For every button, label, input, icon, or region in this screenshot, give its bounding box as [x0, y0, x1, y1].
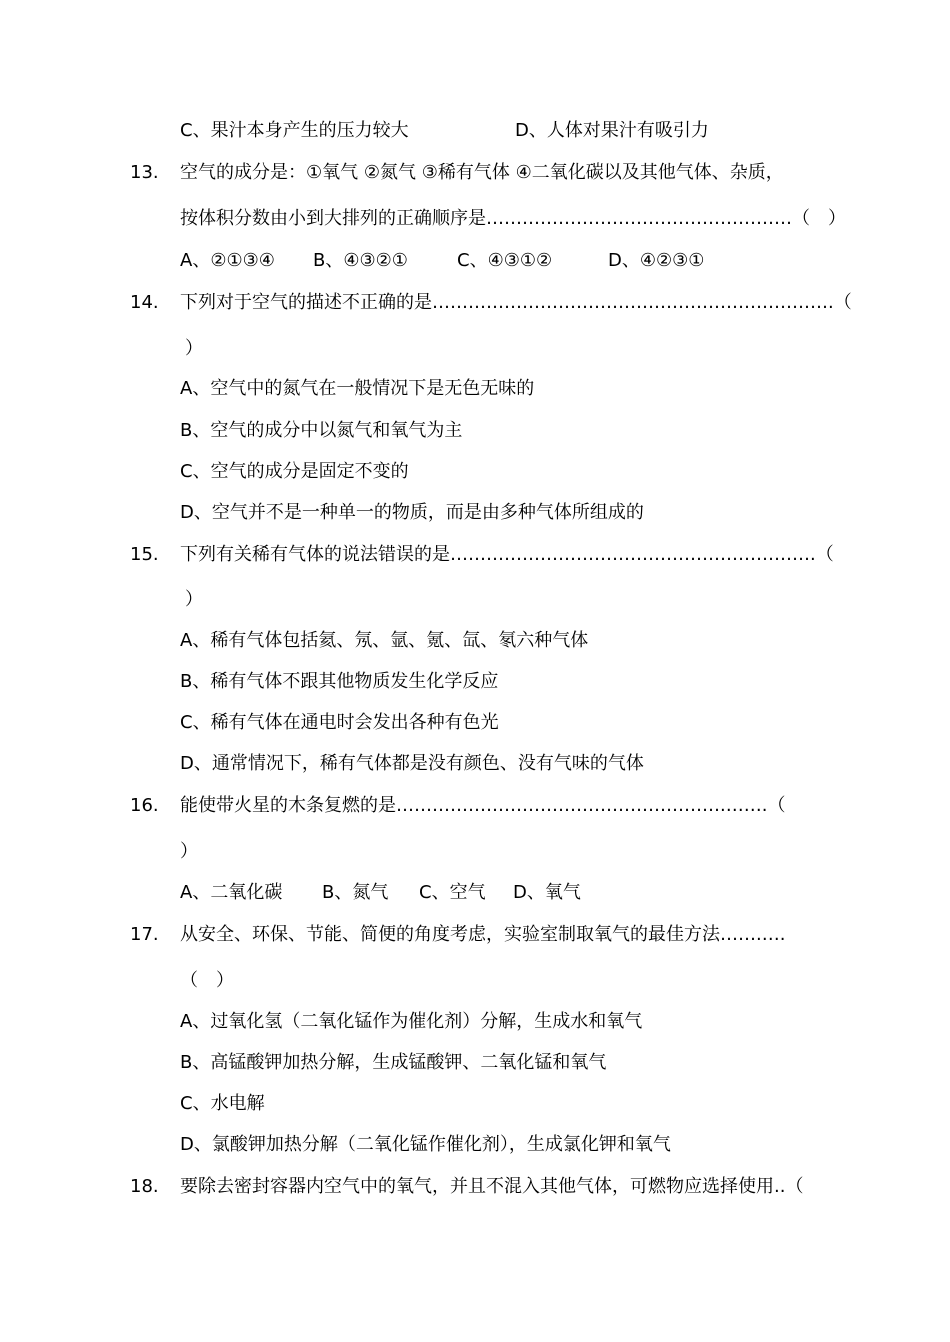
q13-option-d: D、④②③①: [608, 250, 705, 271]
q16-stem-line2: ）: [180, 841, 198, 862]
q15-option-b: B、稀有气体不跟其他物质发生化学反应: [180, 671, 499, 692]
q14-option-a: A、空气中的氮气在一般情况下是无色无味的: [180, 378, 535, 399]
q14-option-c: C、空气的成分是固定不变的: [180, 461, 409, 482]
q12-option-c: C、果汁本身产生的压力较大: [180, 120, 409, 141]
q16-number: 16.: [130, 795, 159, 816]
q13-stem-line1: 空气的成分是：①氧气 ②氮气 ③稀有气体 ④二氧化碳以及其他气体、杂质，: [180, 162, 784, 183]
q15-option-a: A、稀有气体包括氦、氖、氩、氪、氙、氡六种气体: [180, 630, 589, 651]
q13-stem-line2: 按体积分数由小到大排列的正确顺序是……………………………………………（ ）: [180, 208, 846, 229]
q17-option-d: D、氯酸钾加热分解（二氧化锰作催化剂），生成氯化钾和氧气: [180, 1134, 671, 1155]
q14-stem-line1: 下列对于空气的描述不正确的是………………………………………………………….（: [180, 292, 852, 313]
q16-option-b: B、氮气: [322, 882, 389, 903]
q15-number: 15.: [130, 544, 159, 565]
q17-stem-line2: （ ）: [180, 970, 234, 991]
q13-option-a: A、②①③④: [180, 250, 275, 271]
q17-option-a: A、过氧化氢（二氧化锰作为催化剂）分解，生成水和氧气: [180, 1011, 643, 1032]
q16-option-a: A、二氧化碳: [180, 882, 283, 903]
q18-number: 18.: [130, 1176, 159, 1197]
q12-option-d: D、人体对果汁有吸引力: [515, 120, 709, 141]
q14-option-b: B、空气的成分中以氮气和氧气为主: [180, 420, 463, 441]
q15-stem-line2: ）: [185, 589, 203, 610]
q16-stem-line1: 能使带火星的木条复燃的是……………………………………………….…….（: [180, 795, 786, 816]
q17-number: 17.: [130, 924, 159, 945]
q15-stem-line1: 下列有关稀有气体的说法错误的是…………………………………………………….（: [180, 544, 834, 565]
q18-stem-line1: 要除去密封容器内空气中的氧气，并且不混入其他气体，可燃物应选择使用..（: [180, 1176, 804, 1197]
q14-number: 14.: [130, 292, 159, 313]
q13-number: 13.: [130, 162, 159, 183]
q17-option-b: B、高锰酸钾加热分解，生成锰酸钾、二氧化锰和氧气: [180, 1052, 607, 1073]
q15-option-c: C、稀有气体在通电时会发出各种有色光: [180, 712, 499, 733]
q14-option-d: D、空气并不是一种单一的物质，而是由多种气体所组成的: [180, 502, 644, 523]
q16-option-c: C、空气: [419, 882, 486, 903]
q14-stem-line2: ）: [185, 338, 203, 359]
q17-stem-line1: 从安全、环保、节能、简便的角度考虑，实验室制取氧气的最佳方法…….….: [180, 924, 786, 945]
q13-option-c: C、④③①②: [457, 250, 553, 271]
q16-option-d: D、氧气: [513, 882, 581, 903]
q13-option-b: B、④③②①: [313, 250, 408, 271]
q15-option-d: D、通常情况下，稀有气体都是没有颜色、没有气味的气体: [180, 753, 644, 774]
q17-option-c: C、水电解: [180, 1093, 265, 1114]
